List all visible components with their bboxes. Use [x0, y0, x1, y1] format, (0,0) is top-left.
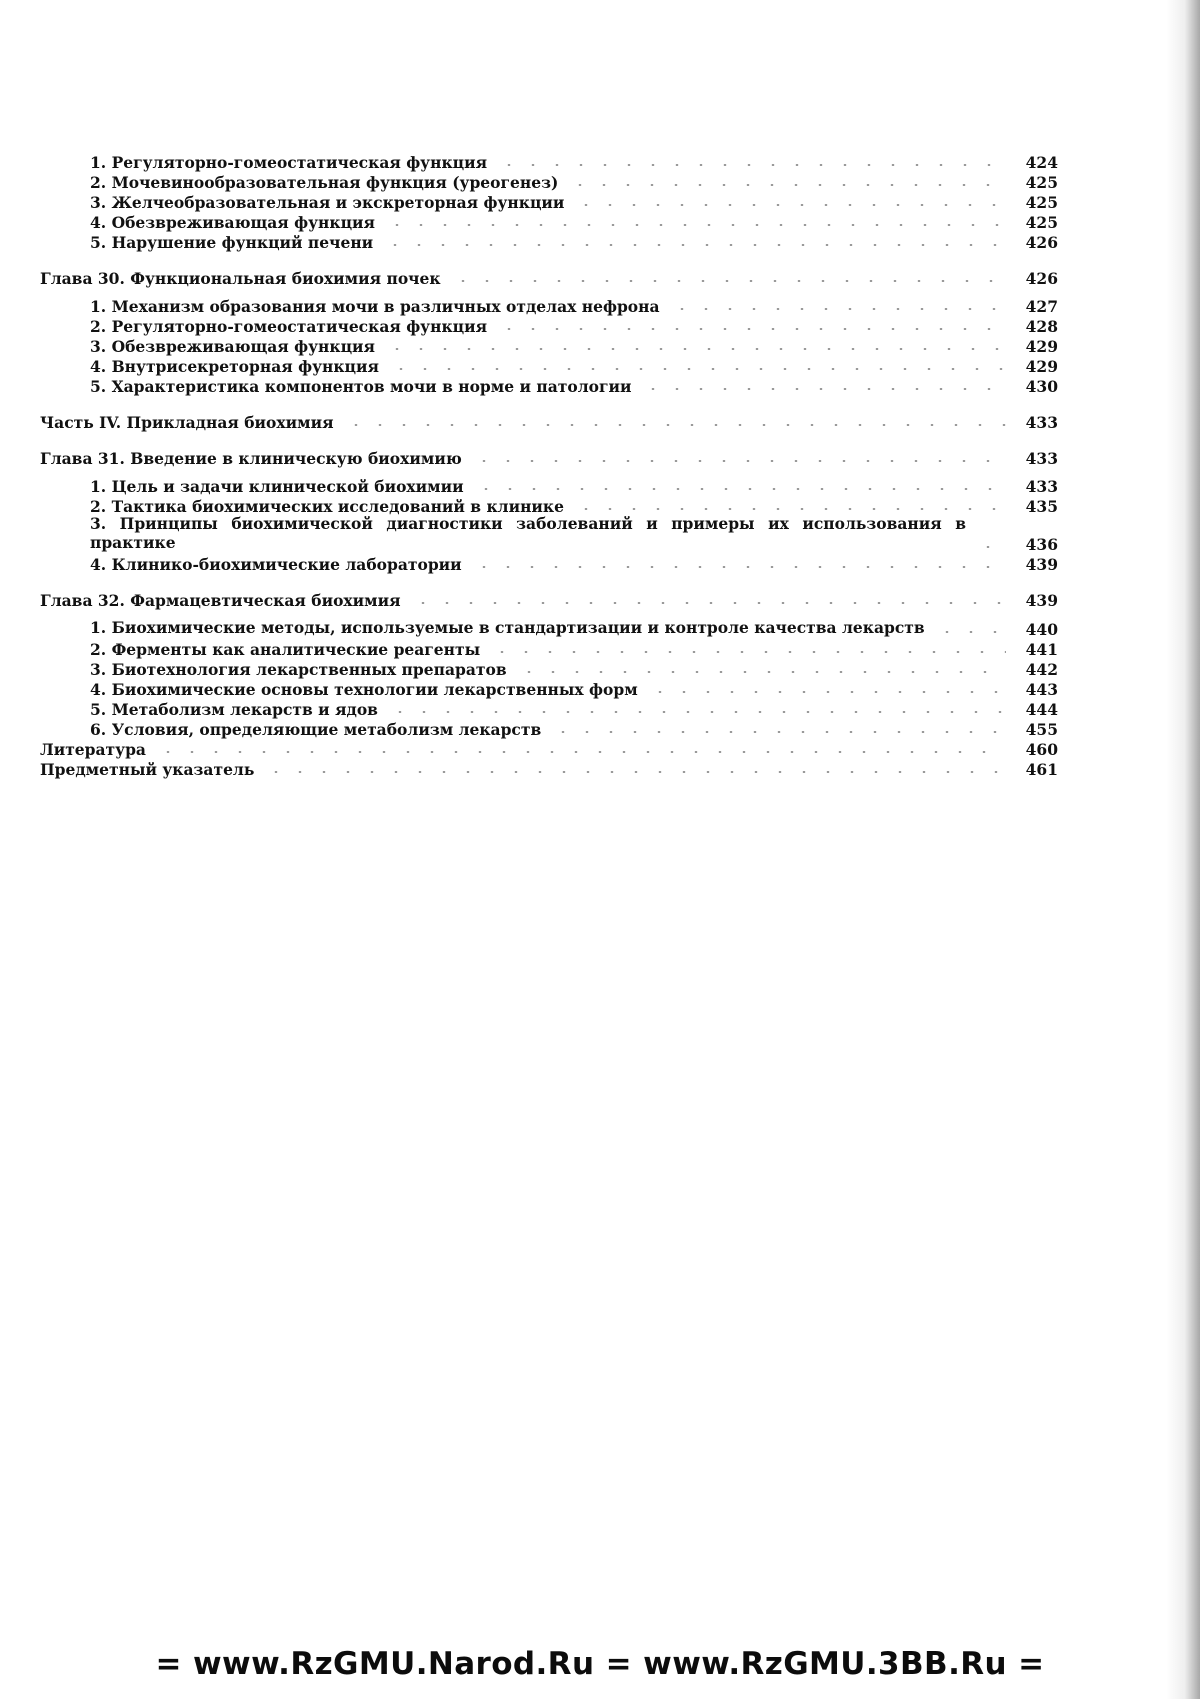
dot-leader	[385, 224, 1006, 226]
toc-entry	[40, 552, 1058, 572]
toc-entry-page: 435	[1025, 496, 1058, 516]
toc-entry-title: Литература	[40, 739, 146, 759]
toc-entry-title: 1. Механизм образования мочи в различных отделах нефрона	[90, 296, 660, 316]
toc-entry-title: 3. Обезвреживающая функция	[90, 336, 375, 356]
toc-entry	[40, 697, 1058, 717]
toc-entry-title: 2. Мочевинообразовательная функция (уреогенез)	[90, 172, 559, 192]
toc-entry-page: 424	[1025, 152, 1058, 172]
toc-entry-title: 1. Цель и задачи клинической биохимии	[90, 476, 464, 496]
toc-entry-page: 426	[1025, 268, 1058, 288]
toc-entry-page: 455	[1025, 719, 1058, 739]
toc-entry-page: 460	[1025, 739, 1058, 759]
dot-leader	[344, 424, 1006, 426]
dot-leader	[935, 631, 1006, 633]
toc-entry	[40, 334, 1058, 354]
toc-chapter-heading	[40, 578, 1058, 608]
toc-entry-page: 427	[1025, 296, 1058, 316]
toc-part-heading	[40, 400, 1058, 430]
toc-entry-title: 1. Биохимические методы, используемые в стандартизации и контроле качества лекарств	[90, 618, 925, 637]
toc-entry-page: 433	[1025, 476, 1058, 496]
toc-entry	[40, 618, 1058, 637]
toc-entry-page: 433	[1025, 448, 1058, 468]
page-edge-shadow	[1166, 0, 1200, 1699]
toc-entry-title: Глава 32. Фармацевтическая биохимия	[40, 590, 401, 610]
toc-entry-title: 4. Обезвреживающая функция	[90, 212, 375, 232]
toc-entry	[40, 230, 1058, 250]
toc-entry-title: 3. Принципы биохимической диагностики заболеваний и примеры их использования в практике	[90, 514, 966, 552]
toc-entry-title: 5. Характеристика компонентов мочи в норме и патологии	[90, 376, 632, 396]
dot-leader	[264, 771, 1006, 773]
toc-entry-title: 5. Нарушение функций печени	[90, 232, 374, 252]
toc-entry-page: 433	[1025, 412, 1058, 432]
toc-entry-title: 6. Условия, определяющие метаболизм лекарств	[90, 719, 542, 739]
toc-entry-page: 440	[1025, 619, 1058, 639]
toc-entry-page: 429	[1025, 336, 1058, 356]
toc-entry-title: 2. Ферменты как аналитические реагенты	[90, 639, 481, 659]
toc-entry-page: 426	[1025, 232, 1058, 252]
toc-entry	[40, 354, 1058, 374]
dot-leader	[648, 691, 1006, 693]
toc-entry-page: 425	[1025, 172, 1058, 192]
toc-entry-title: 2. Тактика биохимических исследований в клинике	[90, 496, 564, 516]
dot-leader	[497, 164, 1006, 166]
dot-leader	[976, 546, 1006, 548]
dot-leader	[156, 751, 1006, 753]
toc-entry-title: 4. Биохимические основы технологии лекарственных форм	[90, 679, 638, 699]
dot-leader	[389, 368, 1006, 370]
dot-leader	[385, 348, 1006, 350]
footer-watermark-text: = www.RzGMU.Narod.Ru = www.RzGMU.3BB.Ru =	[155, 1646, 1045, 1682]
toc-entry	[40, 294, 1058, 314]
toc-entry-page: 443	[1025, 679, 1058, 699]
dot-leader	[472, 460, 1006, 462]
toc-entry-page: 425	[1025, 192, 1058, 212]
toc-entry	[40, 190, 1058, 210]
toc-entry	[40, 474, 1058, 494]
toc-entry-title: 2. Регуляторно-гомеостатическая функция	[90, 316, 488, 336]
spacer	[40, 608, 1058, 618]
dot-leader	[517, 671, 1006, 673]
toc-entry-title: 4. Внутрисекреторная функция	[90, 356, 379, 376]
dot-leader	[551, 731, 1006, 733]
table-of-contents	[40, 150, 1058, 777]
toc-entry-index	[40, 757, 1058, 777]
toc-entry-title: Глава 31. Введение в клиническую биохимию	[40, 448, 462, 468]
dot-leader	[641, 388, 1006, 390]
dot-leader	[490, 651, 1006, 653]
toc-entry-title: 4. Клинико-биохимические лаборатории	[90, 554, 462, 574]
toc-entry	[40, 494, 1058, 514]
toc-entry-literature	[40, 737, 1058, 757]
dot-leader	[670, 308, 1006, 310]
dot-leader	[472, 566, 1006, 568]
toc-entry	[40, 717, 1058, 737]
dot-leader	[383, 244, 1006, 246]
dot-leader	[474, 488, 1006, 490]
dot-leader	[451, 280, 1006, 282]
toc-entry	[40, 374, 1058, 394]
toc-entry-title: Глава 30. Функциональная биохимия почек	[40, 268, 441, 288]
toc-entry-page: 429	[1025, 356, 1058, 376]
toc-entry-page: 441	[1025, 639, 1058, 659]
toc-entry	[40, 657, 1058, 677]
dot-leader	[388, 711, 1006, 713]
toc-entry	[40, 170, 1058, 190]
toc-entry-page: 428	[1025, 316, 1058, 336]
toc-entry-title: Предметный указатель	[40, 759, 255, 779]
toc-entry	[40, 210, 1058, 230]
dot-leader	[411, 602, 1006, 604]
dot-leader	[574, 204, 1006, 206]
toc-chapter-heading	[40, 436, 1058, 466]
dot-leader	[568, 184, 1006, 186]
toc-entry-page: 425	[1025, 212, 1058, 232]
toc-entry-title: 3. Биотехнология лекарственных препаратов	[90, 659, 507, 679]
toc-entry	[40, 150, 1058, 170]
toc-entry-title: Часть IV. Прикладная биохимия	[40, 412, 334, 432]
toc-entry-page: 439	[1025, 590, 1058, 610]
toc-entry-page: 439	[1025, 554, 1058, 574]
toc-entry-title: 5. Метаболизм лекарств и ядов	[90, 699, 378, 719]
toc-entry	[40, 514, 1058, 552]
dot-leader	[574, 508, 1006, 510]
dot-leader	[497, 328, 1006, 330]
toc-entry	[40, 314, 1058, 334]
toc-entry-page: 436	[1025, 534, 1058, 554]
toc-entry-page: 461	[1025, 759, 1058, 779]
toc-chapter-heading	[40, 256, 1058, 286]
toc-entry	[40, 677, 1058, 697]
toc-entry-page: 430	[1025, 376, 1058, 396]
toc-entry-title: 1. Регуляторно-гомеостатическая функция	[90, 152, 488, 172]
toc-entry	[40, 637, 1058, 657]
toc-entry-page: 442	[1025, 659, 1058, 679]
toc-entry-title: 3. Желчеобразовательная и экскреторная функции	[90, 192, 565, 212]
toc-entry-page: 444	[1025, 699, 1058, 719]
